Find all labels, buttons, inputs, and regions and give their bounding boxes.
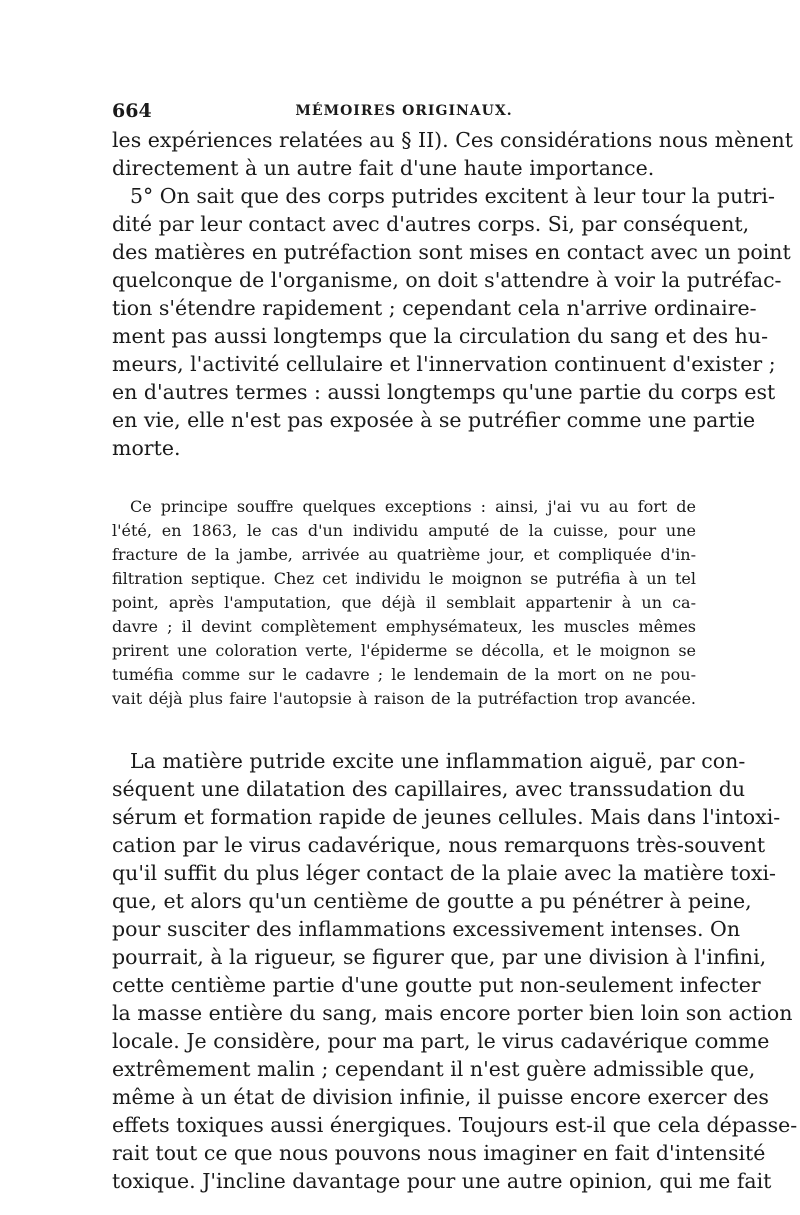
note-line: fracture de la jambe, arrivée au quatrième jour, et compliquée d'in-	[112, 545, 696, 564]
note-line: point, après l'amputation, que déjà il semblait appartenir à un ca-	[112, 593, 696, 612]
body-line: morte.	[112, 436, 181, 460]
note-line: Ce principe souffre quelques exceptions : ainsi, j'ai vu au fort de	[130, 497, 696, 516]
body-line: que, et alors qu'un centième de goutte a pu pénétrer à peine,	[112, 889, 752, 913]
page-number: 664	[112, 100, 152, 122]
body-line: les expériences relatées au § II). Ces considérations nous mènent	[112, 128, 793, 152]
note-line: tuméfia comme sur le cadavre ; le lendemain de la mort on ne pou-	[112, 665, 696, 684]
body-line: extrêmement malin ; cependant il n'est guère admissible que,	[112, 1057, 756, 1081]
note-line: vait déjà plus faire l'autopsie à raison de la putréfaction trop avancée.	[112, 689, 696, 708]
body-line: pourrait, à la rigueur, se figurer que, par une division à l'infini,	[112, 945, 767, 969]
body-line: La matière putride excite une inflammation aiguë, par con-	[130, 749, 746, 773]
page-header	[112, 100, 696, 124]
body-line: qu'il suffit du plus léger contact de la plaie avec la matière toxi-	[112, 861, 776, 885]
note-line: davre ; il devint complètement emphysémateux, les muscles mêmes	[112, 617, 696, 636]
body-line: dité par leur contact avec d'autres corps. Si, par conséquent,	[112, 212, 750, 236]
body-line: en vie, elle n'est pas exposée à se putréfier comme une partie	[112, 408, 756, 432]
body-line: cation par le virus cadavérique, nous remarquons très-souvent	[112, 833, 766, 857]
body-line: quelconque de l'organisme, on doit s'attendre à voir la putréfac-	[112, 268, 782, 292]
body-line: en d'autres termes : aussi longtemps qu'une partie du corps est	[112, 380, 776, 404]
body-line: tion s'étendre rapidement ; cependant cela n'arrive ordinaire-	[112, 296, 757, 320]
note-line: prirent une coloration verte, l'épiderme se décolla, et le moignon se	[112, 641, 696, 660]
body-line: des matières en putréfaction sont mises en contact avec un point	[112, 240, 791, 264]
body-line: directement à un autre fait d'une haute importance.	[112, 156, 655, 180]
body-line: séquent une dilatation des capillaires, avec transsudation du	[112, 777, 746, 801]
body-line: toxique. J'incline davantage pour une autre opinion, qui me fait	[112, 1169, 772, 1193]
body-line: sérum et formation rapide de jeunes cellules. Mais dans l'intoxi-	[112, 805, 781, 829]
note-line: l'été, en 1863, le cas d'un individu amputé de la cuisse, pour une	[112, 521, 696, 540]
running-title: MÉMOIRES ORIGINAUX.	[295, 103, 513, 119]
body-line: ment pas aussi longtemps que la circulation du sang et des hu-	[112, 324, 768, 348]
body-line: la masse entière du sang, mais encore porter bien loin son action	[112, 1001, 793, 1025]
body-line: même à un état de division infinie, il puisse encore exercer des	[112, 1085, 769, 1109]
note-line: filtration septique. Chez cet individu le moignon se putréfia à un tel	[112, 569, 696, 588]
body-line: cette centième partie d'une goutte put non-seulement infecter	[112, 973, 761, 997]
body-line: 5° On sait que des corps putrides excitent à leur tour la putri-	[130, 184, 775, 208]
body-line: pour susciter des inflammations excessivement intenses. On	[112, 917, 741, 941]
body-line: rait tout ce que nous pouvons nous imaginer en fait d'intensité	[112, 1141, 766, 1165]
body-line: effets toxiques aussi énergiques. Toujours est-il que cela dépasse-	[112, 1113, 798, 1137]
body-line: locale. Je considère, pour ma part, le virus cadavérique comme	[112, 1029, 770, 1053]
body-line: meurs, l'activité cellulaire et l'innervation continuent d'exister ;	[112, 352, 776, 376]
